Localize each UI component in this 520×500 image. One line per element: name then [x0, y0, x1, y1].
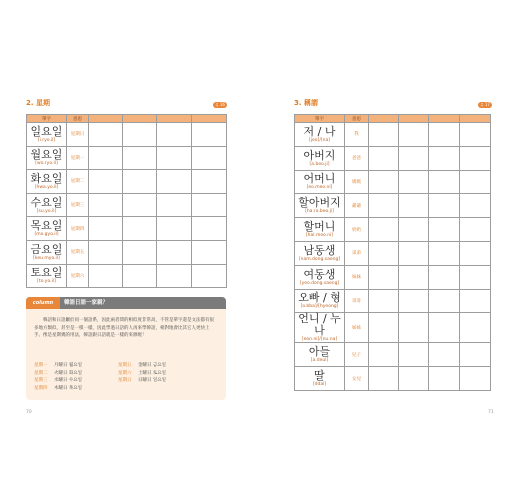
vocab-row: [295, 218, 491, 242]
vocab-meaning-cell: 女兒: [345, 367, 369, 391]
practice-cell: [460, 218, 491, 242]
vocab-term-cell: [295, 194, 345, 218]
practice-cell: [369, 241, 399, 265]
practice-cell: [123, 240, 157, 264]
vocab-term-cell: [295, 343, 345, 367]
vocab-row: [27, 240, 227, 264]
romanization: [a.beo.ji]: [309, 161, 330, 167]
day-item: [34, 370, 82, 378]
practice-cell: [123, 170, 157, 194]
practice-cell: [399, 170, 429, 194]
practice-cell: [460, 265, 491, 289]
romanization: [wo.ryo.il]: [35, 161, 58, 167]
day-translation: 木曜日 목요일: [54, 385, 82, 391]
practice-cell: [429, 313, 460, 343]
korean-word: 오빠 / 형: [298, 291, 341, 305]
vocab-meaning-cell: 弟弟: [345, 241, 369, 265]
practice-cell: [399, 194, 429, 218]
vocab-term-cell: [27, 170, 67, 194]
section-title: 2. 星期: [26, 99, 50, 107]
vocab-term-cell: [27, 193, 67, 217]
header-meaning: 意思: [345, 115, 369, 123]
practice-cell: [123, 264, 157, 288]
romanization: [eo.meo.ni]: [306, 185, 333, 191]
day-item: [118, 377, 166, 385]
practice-cell: [460, 146, 491, 170]
practice-cell: [89, 146, 123, 170]
practice-cell: [460, 367, 491, 391]
romanization: [eon.ni]/[nu.na]: [301, 337, 338, 343]
vocab-term-cell: [295, 241, 345, 265]
korean-word: 남동생: [303, 243, 336, 257]
vocab-term-cell: [295, 289, 345, 313]
practice-cell: [429, 343, 460, 367]
vocab-term-cell: [27, 123, 67, 147]
vocab-meaning-cell: 姊姊: [345, 313, 369, 343]
day-item: [118, 370, 166, 378]
day-name: 星期五: [118, 363, 132, 368]
vocab-term-cell: [27, 217, 67, 241]
day-translation: 金曜日 금요일: [138, 363, 166, 368]
practice-cell: [157, 146, 192, 170]
practice-cell: [399, 313, 429, 343]
day-translation: 月曜日 월요일: [54, 363, 82, 368]
vocab-table: [26, 114, 227, 288]
practice-cell: [429, 367, 460, 391]
vocab-meaning-cell: 我: [345, 123, 369, 147]
practice-cell: [399, 218, 429, 242]
vocab-row: [295, 123, 491, 147]
practice-cell: [460, 343, 491, 367]
romanization: [hwa.yo.il]: [34, 184, 59, 190]
romanization: [to.yo.il]: [37, 279, 56, 285]
column-title: 韓語日語一家親？: [64, 300, 109, 306]
vocab-meaning-cell: 星期二: [67, 170, 89, 194]
vocab-meaning-cell: 兒子: [345, 343, 369, 367]
vocab-row: [27, 264, 227, 288]
practice-cell: [89, 217, 123, 241]
practice-cell: [157, 193, 192, 217]
vocab-term-cell: [27, 264, 67, 288]
day-name: 星期一: [34, 363, 48, 368]
romanization: [hal.meo.ni]: [305, 233, 334, 239]
vocab-row: [27, 170, 227, 194]
practice-cell: [369, 265, 399, 289]
practice-cell: [157, 240, 192, 264]
practice-cell: [399, 289, 429, 313]
romanization: [i.ryo.il]: [37, 137, 56, 143]
day-list-left: [34, 362, 82, 392]
vocab-term-cell: [295, 313, 345, 343]
vocab-meaning-cell: 爸爸: [345, 146, 369, 170]
vocab-term-cell: [295, 218, 345, 242]
day-item: [34, 362, 82, 370]
korean-word: 할머니: [303, 220, 336, 234]
romanization: [ha.ra.beo.ji]: [305, 209, 334, 215]
korean-word: 금요일: [30, 242, 63, 256]
vocab-meaning-cell: 哥哥: [345, 289, 369, 313]
practice-cell: [192, 217, 227, 241]
vocab-meaning-cell: 妹妹: [345, 265, 369, 289]
korean-word: 저 / 나: [303, 124, 336, 138]
practice-cell: [399, 343, 429, 367]
vocab-row: [295, 313, 491, 343]
practice-cell: [460, 241, 491, 265]
korean-word: 일요일: [30, 124, 63, 138]
practice-cell: [157, 123, 192, 147]
practice-cell: [369, 146, 399, 170]
korean-word: 여동생: [303, 267, 336, 281]
vocab-row: [295, 289, 491, 313]
practice-cell: [369, 367, 399, 391]
vocab-row: [27, 193, 227, 217]
practice-cell: [192, 193, 227, 217]
vocab-meaning-cell: 星期三: [67, 193, 89, 217]
practice-cell: [429, 218, 460, 242]
header-meaning: 意思: [67, 115, 89, 123]
practice-cell: [369, 343, 399, 367]
vocab-meaning-cell: 星期一: [67, 146, 89, 170]
vocab-meaning-cell: 爺爺: [345, 194, 369, 218]
page-number: 71: [488, 410, 494, 415]
korean-word: 수요일: [30, 195, 63, 209]
practice-cell: [399, 123, 429, 147]
practice-cell: [460, 313, 491, 343]
practice-cell: [399, 367, 429, 391]
practice-cell: [369, 289, 399, 313]
korean-word: 화요일: [30, 171, 63, 185]
audio-track-badge: ♫ 16: [213, 102, 227, 108]
practice-cell: [399, 265, 429, 289]
section-title: 3. 稱謂: [294, 99, 318, 107]
vocab-meaning-cell: 星期日: [67, 123, 89, 147]
practice-cell: [123, 123, 157, 147]
vocab-row: [295, 343, 491, 367]
korean-word: 목요일: [30, 219, 63, 233]
practice-cell: [460, 170, 491, 194]
vocab-row: [27, 217, 227, 241]
vocab-meaning-cell: 星期四: [67, 217, 89, 241]
korean-word: 딸: [314, 369, 325, 383]
vocab-row: [27, 146, 227, 170]
korean-word: 할아버지: [298, 196, 341, 210]
column-header-bar: [26, 297, 226, 309]
romanization: [o.bba]/[hyeong]: [300, 304, 339, 310]
practice-cell: [157, 264, 192, 288]
romanization: [jeo]/[na]: [309, 137, 330, 143]
day-item: [118, 362, 166, 370]
practice-cell: [369, 170, 399, 194]
practice-cell: [192, 264, 227, 288]
vocab-term-cell: [295, 367, 345, 391]
practice-cell: [460, 123, 491, 147]
practice-cell: [429, 194, 460, 218]
korean-word: 아버지: [303, 148, 336, 162]
day-translation: 土曜日 토요일: [138, 370, 166, 376]
day-name: 星期三: [34, 378, 48, 383]
korean-word: 어머니: [303, 172, 336, 186]
practice-cell: [429, 265, 460, 289]
practice-cell: [460, 289, 491, 313]
vocab-row: [27, 123, 227, 147]
vocab-row: [295, 146, 491, 170]
practice-cell: [89, 193, 123, 217]
practice-cell: [429, 123, 460, 147]
vocab-meaning-cell: 媽媽: [345, 170, 369, 194]
day-item: [34, 377, 82, 385]
practice-cell: [399, 146, 429, 170]
practice-cell: [369, 123, 399, 147]
day-name: 星期二: [34, 370, 48, 376]
page-number: 70: [26, 410, 32, 415]
romanization: [keu.myo.il]: [33, 255, 60, 261]
vocab-term-cell: [295, 146, 345, 170]
practice-cell: [399, 241, 429, 265]
practice-cell: [429, 241, 460, 265]
practice-cell: [157, 170, 192, 194]
day-item: [34, 385, 82, 393]
column-tag: column: [26, 297, 60, 309]
vocab-meaning-cell: 星期五: [67, 240, 89, 264]
column-body: 韓語和日語屬於同一個語系，因此兩者間的相似度非常高，不管是單字還是文法都有很多地方類似，甚至是一模一樣，因此學過日語的人再來學韓語，相對地會比其它人更快上手。像是星期幾的用法，韓語跟日語就是一樣的來源喔！: [34, 318, 214, 338]
day-translation: 水曜日 수요일: [54, 378, 82, 383]
romanization: [yeo.dong.saeng]: [299, 280, 340, 286]
vocab-row: [295, 265, 491, 289]
practice-cell: [192, 146, 227, 170]
practice-cell: [89, 170, 123, 194]
day-list-right: [118, 362, 166, 385]
vocab-table: [294, 114, 491, 391]
vocab-meaning-cell: 星期六: [67, 264, 89, 288]
practice-cell: [369, 218, 399, 242]
vocab-row: [295, 170, 491, 194]
korean-word: 월요일: [30, 148, 63, 162]
romanization: [nam.dong.saeng]: [298, 256, 341, 262]
practice-cell: [192, 170, 227, 194]
practice-cell: [192, 240, 227, 264]
practice-cell: [460, 194, 491, 218]
korean-word: 언니 / 누나: [298, 312, 341, 338]
korean-word: 토요일: [30, 266, 63, 280]
right-page: [262, 0, 520, 500]
practice-cell: [429, 289, 460, 313]
practice-cell: [192, 123, 227, 147]
practice-cell: [89, 240, 123, 264]
romanization: [mo.gyo.il]: [34, 232, 59, 238]
practice-cell: [157, 217, 192, 241]
day-translation: 火曜日 화요일: [54, 370, 82, 376]
day-translation: 日曜日 일요일: [138, 378, 166, 383]
romanization: [ddal]: [312, 382, 327, 388]
vocab-term-cell: [27, 240, 67, 264]
vocab-meaning-cell: 奶奶: [345, 218, 369, 242]
vocab-row: [295, 241, 491, 265]
practice-cell: [123, 217, 157, 241]
vocab-row: [295, 194, 491, 218]
practice-cell: [429, 170, 460, 194]
practice-cell: [123, 146, 157, 170]
practice-cell: [89, 123, 123, 147]
day-name: 星期四: [34, 385, 48, 391]
practice-cell: [123, 193, 157, 217]
vocab-row: [295, 367, 491, 391]
practice-cell: [429, 146, 460, 170]
vocab-term-cell: [295, 170, 345, 194]
header-word: 單字: [27, 115, 67, 123]
day-name: 星期六: [118, 370, 132, 376]
practice-cell: [369, 313, 399, 343]
vocab-term-cell: [295, 123, 345, 147]
practice-cell: [369, 194, 399, 218]
vocab-term-cell: [27, 146, 67, 170]
romanization: [a.deul]: [310, 358, 329, 364]
header-word: 單字: [295, 115, 345, 123]
day-name: 星期日: [118, 378, 132, 383]
audio-track-badge: ♫ 17: [478, 102, 492, 108]
vocab-term-cell: [295, 265, 345, 289]
romanization: [su.yo.il]: [36, 208, 57, 214]
practice-cell: [89, 264, 123, 288]
korean-word: 아들: [308, 345, 331, 359]
